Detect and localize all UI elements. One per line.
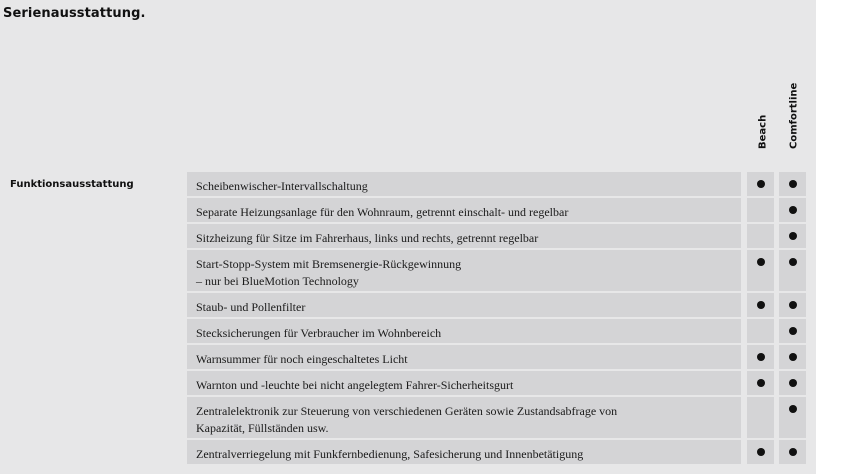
comfortline-cell — [779, 250, 806, 291]
comfortline-included-dot — [789, 258, 797, 266]
feature-text: Warnton und -leuchte bei nicht angelegtem Fahrer-Sicherheitsgurt — [196, 378, 514, 392]
beach-included-dot — [757, 301, 765, 309]
feature-text: Zentralelektronik zur Steuerung von verschiedenen Geräten sowie Zustandsabfrage von Kapazität, Füllständen usw. — [196, 404, 618, 435]
table-row — [0, 319, 816, 345]
beach-included-dot — [757, 353, 765, 361]
comfortline-included-dot — [789, 301, 797, 309]
table-row — [0, 440, 816, 466]
column-header-comfortline — [786, 70, 802, 160]
feature-text: Separate Heizungsanlage für den Wohnraum, getrennt einschalt- und regelbar — [196, 205, 569, 219]
column-header-beach — [755, 70, 771, 160]
beach-cell — [747, 319, 774, 343]
section-label: Funktionsausstattung — [10, 179, 134, 190]
feature-text: Sitzheizung für Sitze im Fahrerhaus, links und rechts, getrennt regelbar — [196, 231, 539, 245]
column-header-comfortline-label: Comfortline — [788, 82, 800, 149]
table-row — [0, 224, 816, 250]
feature-text: Stecksicherungen für Verbraucher im Wohnbereich — [196, 326, 442, 340]
feature-text: Scheibenwischer-Intervallschaltung — [196, 179, 368, 193]
table-row — [0, 397, 816, 440]
beach-cell — [747, 397, 774, 438]
table-row — [0, 198, 816, 224]
beach-cell — [747, 198, 774, 222]
comfortline-included-dot — [789, 206, 797, 214]
page-title: Serienausstattung. — [3, 6, 146, 21]
beach-included-dot — [757, 448, 765, 456]
feature-text: Zentralverriegelung mit Funkfernbedienung, Safesicherung und Innenbetätigung — [196, 447, 584, 461]
table-row — [0, 172, 816, 198]
column-header-beach-label: Beach — [757, 114, 769, 149]
table-row — [0, 250, 816, 293]
comfortline-included-dot — [789, 327, 797, 335]
comfortline-included-dot — [789, 379, 797, 387]
beach-included-dot — [757, 180, 765, 188]
comfortline-included-dot — [789, 232, 797, 240]
comfortline-included-dot — [789, 180, 797, 188]
comfortline-cell — [779, 397, 806, 438]
comfortline-included-dot — [789, 405, 797, 413]
table-row — [0, 371, 816, 397]
beach-included-dot — [757, 379, 765, 387]
beach-cell — [747, 224, 774, 248]
table-row — [0, 345, 816, 371]
comfortline-included-dot — [789, 353, 797, 361]
feature-text: Start-Stopp-System mit Bremsenergie-Rückgewinnung – nur bei BlueMotion Technology — [196, 257, 462, 288]
feature-text: Staub- und Pollenfilter — [196, 300, 306, 314]
feature-text: Warnsummer für noch eingeschaltetes Licht — [196, 352, 408, 366]
beach-cell — [747, 250, 774, 291]
beach-included-dot — [757, 258, 765, 266]
comfortline-included-dot — [789, 448, 797, 456]
equipment-table — [0, 172, 816, 466]
table-row — [0, 293, 816, 319]
